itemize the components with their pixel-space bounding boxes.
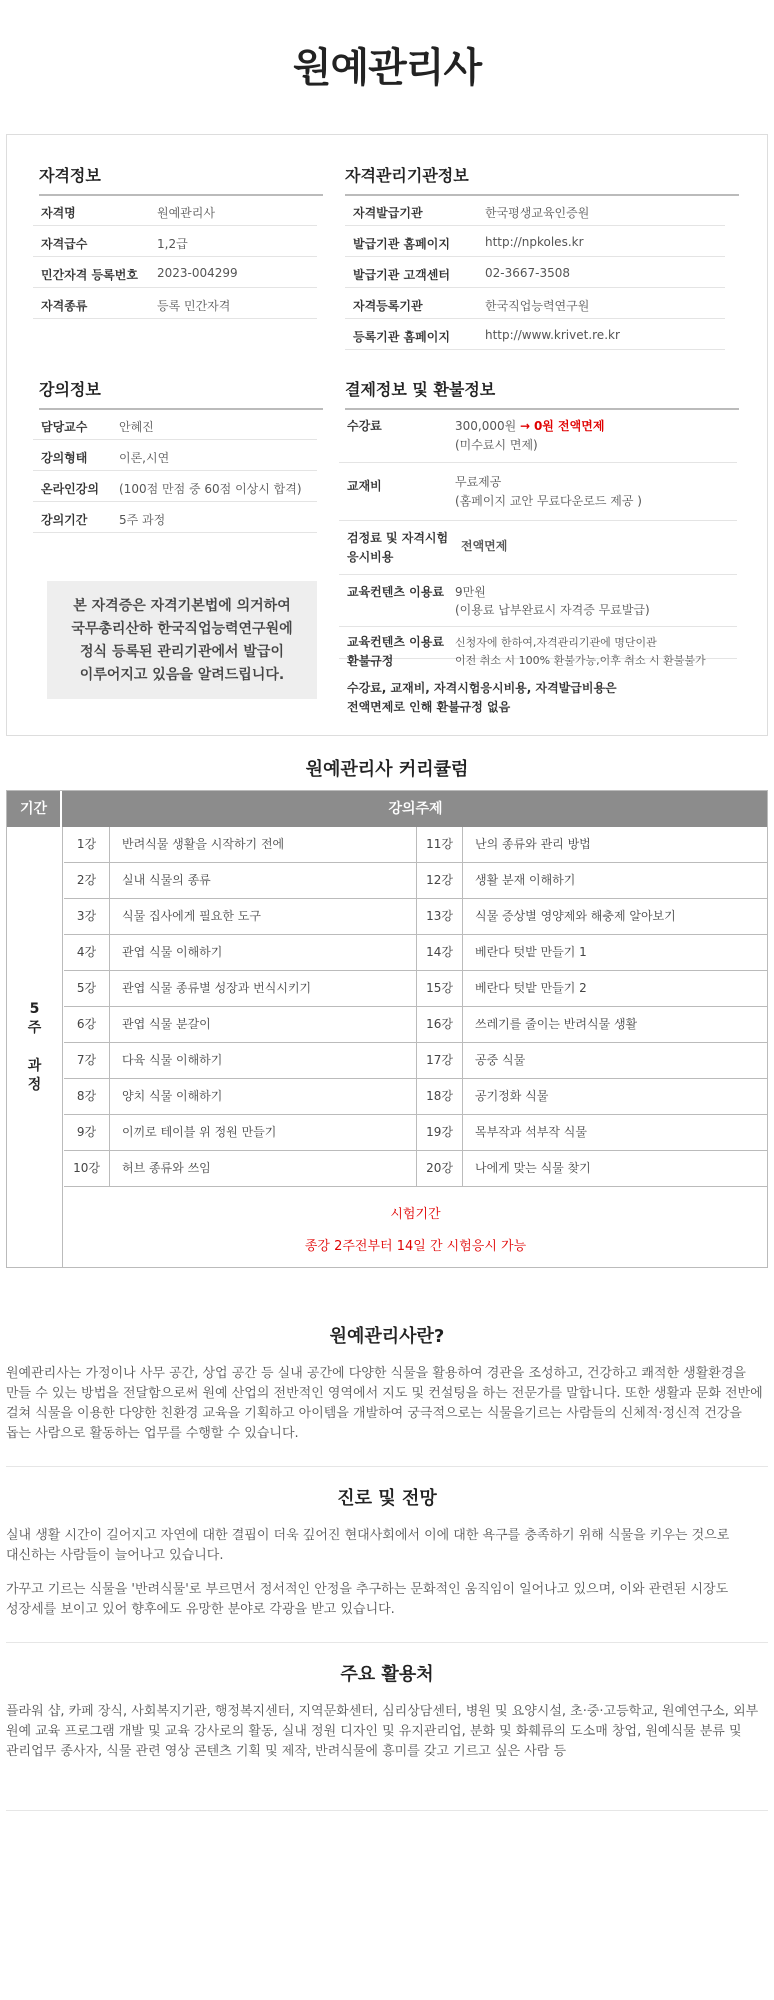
lesson-cell	[64, 971, 417, 1007]
tuition-free: 0원 전액면제	[533, 419, 605, 433]
lesson-cell	[417, 1043, 768, 1079]
agency-key: 자격발급기관	[353, 206, 423, 220]
lesson-cell	[417, 1151, 768, 1187]
info-box	[6, 134, 768, 736]
payment-note	[347, 679, 617, 717]
material-row	[339, 463, 737, 521]
refund-value: 신청자에 한하여,자격관리기관에 명단이관	[455, 636, 657, 649]
lesson-number: 13강	[417, 899, 463, 934]
lesson-title: 허브 종류와 쓰임	[122, 1161, 211, 1175]
about-section	[6, 1322, 768, 1444]
tuition-row	[339, 409, 737, 463]
header-period: 기간	[7, 791, 62, 827]
lesson-cell	[64, 1151, 417, 1187]
lesson-cell	[64, 1115, 417, 1151]
lesson-cell	[417, 935, 768, 971]
exam-fee-key: 검정료 및 자격시험	[347, 531, 449, 545]
lesson-title: 쓰레기를 줄이는 반려식물 생활	[475, 1017, 638, 1031]
tuition-sub: (미수료시 면제)	[455, 438, 538, 452]
curriculum-title: 원예관리사 커리큘럼	[305, 759, 469, 780]
cert-key: 민간자격 등록번호	[41, 268, 138, 282]
lesson-title: 관엽 식물 종류별 성장과 번식시키기	[122, 981, 312, 995]
usage-section	[6, 1660, 768, 1762]
notice-box	[47, 581, 317, 699]
cert-row	[33, 226, 317, 257]
lesson-number: 5강	[64, 971, 110, 1006]
agency-key: 자격등록기관	[353, 299, 423, 313]
lesson-cell	[417, 827, 768, 863]
curriculum-body	[7, 827, 767, 1267]
tuition-key: 수강료	[347, 419, 382, 433]
usage-title: 주요 활용처	[340, 1664, 434, 1685]
lesson-title: 나에게 맞는 식물 찾기	[475, 1161, 591, 1175]
notice-line: 이루어지고 있음을 알려드립니다.	[79, 667, 285, 683]
exam-title: 시험기간	[390, 1207, 441, 1222]
about-text: 원예관리사는 가정이나 사무 공간, 상업 공간 등 실내 공간에 다양한 식물을 활용하여 경관을 조성하고, 건강하고 쾌적한 생활환경을 만들 수 있는 방법을 전달함으로써 원예 산업의 전반적인 영역에서 지도 및 컨설팅을 하는 전문가를 말합니다. 또한 생활과 문화 전반에 걸쳐 식물을 이용한 다양한 친환경 교육을 기획하고 아이템을 개발하여 궁극적으로는 식물을기르는 사람들의 신체적·정신적 건강을 돕는 사람으로 활동하는 업무를 수행할 수 있습니다.	[6, 1366, 763, 1441]
lesson-cell	[64, 1007, 417, 1043]
cert-value: 1,2급	[157, 237, 188, 251]
divider	[6, 1810, 768, 1811]
lesson-number: 9강	[64, 1115, 110, 1150]
notice-line: 본 자격증은 자격기본법에 의거하여	[73, 598, 291, 614]
agency-key: 발급기관 홈페이지	[353, 237, 450, 251]
lesson-title: 다육 식물 이해하기	[122, 1053, 223, 1067]
lesson-cell	[417, 899, 768, 935]
agency-key: 발급기관 고객센터	[353, 268, 450, 282]
curriculum-header	[7, 791, 767, 827]
lesson-title: 공기정화 식물	[475, 1089, 549, 1103]
cert-info-title: 자격정보	[39, 163, 323, 196]
lesson-number: 15강	[417, 971, 463, 1006]
content-fee-sub: (이용료 납부완료시 자격증 무료발급)	[455, 603, 650, 617]
payment-note-line: 수강료, 교재비, 자격시험응시비용, 자격발급비용은	[347, 681, 617, 695]
lesson-title: 양치 식물 이해하기	[122, 1089, 223, 1103]
material-key: 교재비	[347, 479, 382, 493]
payment-title: 결제정보 및 환불정보	[345, 377, 739, 410]
lecture-value: 5주 과정	[119, 513, 166, 527]
lesson-number: 16강	[417, 1007, 463, 1042]
lesson-title: 반려식물 생활을 시작하기 전에	[122, 837, 285, 851]
lesson-cell	[64, 1043, 417, 1079]
lesson-cell	[417, 971, 768, 1007]
exam-fee-key: 응시비용	[347, 550, 394, 564]
arrow-icon: →	[520, 419, 531, 433]
exam-desc: 종강 2주전부터 14일 간 시험응시 가능	[304, 1239, 527, 1254]
header-subject: 강의주제	[388, 801, 443, 817]
about-title: 원예관리사란?	[329, 1326, 445, 1347]
period-line: 5	[29, 1000, 40, 1017]
lesson-number: 14강	[417, 935, 463, 970]
cert-row	[33, 257, 317, 288]
exam-fee-value: 전액면제	[461, 539, 508, 553]
notice-line: 정식 등록된 관리기관에서 발급이	[80, 644, 284, 660]
lesson-title: 베란다 텃밭 만들기 1	[475, 945, 587, 959]
lesson-number: 17강	[417, 1043, 463, 1078]
lesson-title: 관엽 식물 이해하기	[122, 945, 223, 959]
usage-text: 플라워 샵, 카페 장식, 사회복지기관, 행정복지센터, 지역문화센터, 심리상담센터, 병원 및 요양시설, 초·중·고등학교, 원예연구소, 외부 원예 교육 프로그램 개발 및 교육 강사로의 활동, 실내 정원 디자인 및 유지관리업, 분화 및 화훼류의 도소매 창업, 원예식물 분류 및 관리업무 종사자, 식물 관련 영상 콘텐츠 기획 및 제작, 반려식물에 흥미를 갖고 기르고 싶은 사람 등	[6, 1704, 759, 1759]
agency-info-title: 자격관리기관정보	[345, 163, 739, 196]
cert-row	[33, 288, 317, 319]
agency-value: 02-3667-3508	[485, 266, 571, 280]
lesson-number: 8강	[64, 1079, 110, 1114]
agency-value[interactable]: http://npkoles.kr	[485, 235, 584, 249]
cert-key: 자격급수	[41, 237, 88, 251]
lesson-cell	[64, 1079, 417, 1115]
lecture-value: 이론,시연	[119, 451, 170, 465]
lesson-cell	[417, 863, 768, 899]
exam-period	[64, 1187, 767, 1267]
period-line: 과	[27, 1057, 42, 1074]
lesson-title: 이끼로 테이블 위 정원 만들기	[122, 1125, 277, 1139]
lesson-title: 난의 종류와 관리 방법	[475, 837, 591, 851]
lesson-number: 10강	[64, 1151, 110, 1186]
lesson-number: 12강	[417, 863, 463, 898]
lecture-row	[33, 440, 317, 471]
agency-row	[345, 288, 725, 319]
material-value: 무료제공	[455, 475, 502, 489]
lesson-number: 1강	[64, 827, 110, 862]
lecture-key: 강의기간	[41, 513, 88, 527]
divider	[6, 1466, 768, 1467]
lesson-number: 2강	[64, 863, 110, 898]
career-text: 가꾸고 기르는 식물을 '반려식물'로 부르면서 정서적인 안정을 추구하는 문화적인 움직임이 일어나고 있으며, 이와 관련된 시장도 성장세를 보이고 있어 향후에도 유망한 분야로 각광을 받고 있습니다.	[6, 1582, 729, 1617]
lesson-title: 베란다 텃밭 만들기 2	[475, 981, 587, 995]
lecture-value: (100점 만점 중 60점 이상시 합격)	[119, 482, 302, 496]
lesson-number: 19강	[417, 1115, 463, 1150]
lecture-key: 온라인강의	[41, 482, 99, 496]
tuition-value	[455, 417, 604, 436]
lesson-cell	[417, 1007, 768, 1043]
lesson-title: 생활 분재 이해하기	[475, 873, 576, 887]
payment-note-line: 전액면제로 인해 환불규정 없음	[347, 700, 511, 714]
refund-key: 환불규정	[347, 654, 394, 668]
content-fee-key: 교육컨텐츠 이용료	[347, 585, 444, 599]
lecture-row	[33, 409, 317, 440]
tuition-price: 300,000원	[455, 419, 517, 433]
lesson-number: 20강	[417, 1151, 463, 1186]
curriculum-table	[6, 790, 768, 1268]
lesson-cell	[64, 863, 417, 899]
page-title: 원예관리사	[292, 45, 482, 91]
lesson-number: 18강	[417, 1079, 463, 1114]
divider	[6, 1642, 768, 1643]
lesson-title: 목부작과 석부작 식물	[475, 1125, 587, 1139]
lesson-title: 공중 식물	[475, 1053, 526, 1067]
period-line: 주	[27, 1019, 42, 1036]
cert-key: 자격종류	[41, 299, 88, 313]
period-line	[28, 1038, 42, 1057]
content-fee-value: 9만원	[455, 585, 486, 599]
lesson-title: 관엽 식물 분갈이	[122, 1017, 211, 1031]
lecture-key: 강의형태	[41, 451, 88, 465]
material-sub: (홈페이지 교안 무료다운로드 제공 )	[455, 494, 642, 508]
lesson-number: 4강	[64, 935, 110, 970]
cert-value: 등록 민간자격	[157, 299, 231, 313]
cert-value: 원예관리사	[157, 206, 215, 220]
period-line: 정	[27, 1076, 42, 1093]
cert-key: 자격명	[41, 206, 76, 220]
career-title: 진로 및 전망	[337, 1488, 437, 1509]
lesson-number: 7강	[64, 1043, 110, 1078]
agency-value: 한국직업능력연구원	[485, 299, 590, 313]
agency-row	[345, 226, 725, 257]
career-section	[6, 1484, 768, 1620]
cert-value: 2023-004299	[157, 266, 238, 280]
agency-row	[345, 319, 725, 350]
lesson-cell	[64, 935, 417, 971]
lesson-cell	[64, 899, 417, 935]
lecture-row	[33, 502, 317, 533]
content-fee-row	[339, 575, 737, 627]
lesson-number: 6강	[64, 1007, 110, 1042]
agency-key: 등록기관 홈페이지	[353, 330, 450, 344]
lesson-cell	[417, 1115, 768, 1151]
refund-key: 교육컨텐츠 이용료	[347, 635, 444, 649]
lesson-number: 11강	[417, 827, 463, 862]
refund-row	[339, 627, 737, 668]
lesson-cell	[64, 827, 417, 863]
career-text: 실내 생활 시간이 길어지고 자연에 대한 결핍이 더욱 깊어진 현대사회에서 이에 대한 욕구를 충족하기 위해 식물을 키우는 것으로 대신하는 사람들이 늘어나고 있습니다.	[6, 1528, 730, 1563]
cert-row	[33, 195, 317, 226]
agency-value: 한국평생교육인증원	[485, 206, 590, 220]
lecture-info-title: 강의정보	[39, 377, 323, 410]
exam-fee-row	[339, 521, 737, 575]
lesson-number: 3강	[64, 899, 110, 934]
agency-value[interactable]: http://www.krivet.re.kr	[485, 328, 620, 342]
lesson-cell	[417, 1079, 768, 1115]
agency-row	[345, 195, 725, 226]
lecture-key: 담당교수	[41, 420, 88, 434]
agency-row	[345, 257, 725, 288]
lecture-value: 안혜진	[119, 420, 154, 434]
lecture-row	[33, 471, 317, 502]
lesson-title: 실내 식물의 종류	[122, 873, 211, 887]
lesson-title: 식물 집사에게 필요한 도구	[122, 909, 261, 923]
period-cell	[7, 827, 63, 1267]
lesson-title: 식물 증상별 영양제와 해충제 알아보기	[475, 909, 676, 923]
notice-line: 국무총리산하 한국직업능력연구원에	[71, 621, 293, 637]
refund-value: 이전 취소 시 100% 환불가능,이후 취소 시 환불불가	[455, 654, 706, 667]
